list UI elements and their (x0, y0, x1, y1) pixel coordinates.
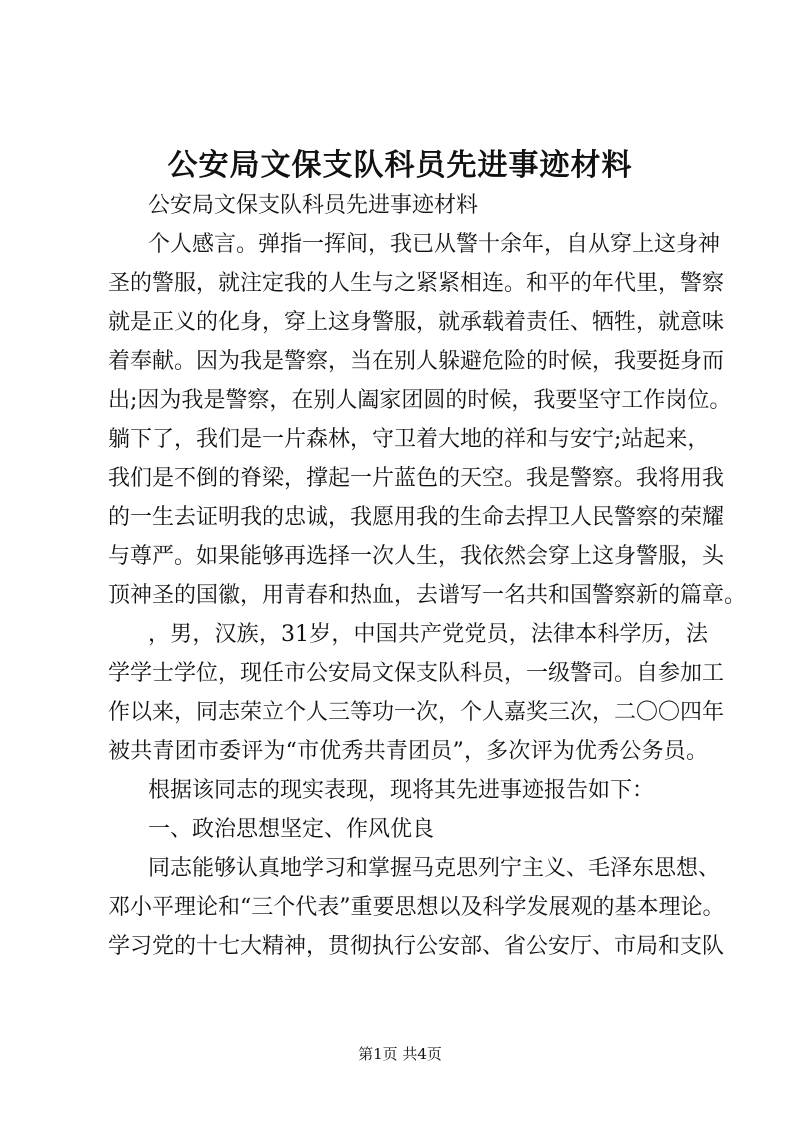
document-body (108, 186, 747, 966)
text-line: 与尊严。如果能够再选择一次人生，我依然会穿上这身警服，头 (108, 544, 725, 569)
text-line: 就是正义的化身，穿上这身警服，就承载着责任、牺牲，就意味 (108, 310, 725, 335)
text-line: 被共青团市委评为“市优秀共青团员”，多次评为优秀公务员。 (108, 739, 708, 764)
text-line: 公安局文保支队科员先进事迹材料 (148, 193, 479, 218)
text-line: 根据该同志的现实表现，现将其先进事迹报告如下： (148, 778, 655, 803)
text-line: 顶神圣的国徽，用青春和热血，去谱写一名共和国警察新的篇章。 (108, 583, 747, 608)
text-line: 学学士学位，现任市公安局文保支队科员，一级警司。自参加工 (108, 661, 725, 686)
page-title: 公安局文保支队科员先进事迹材料 (167, 148, 633, 183)
text-line: 圣的警服，就注定我的人生与之紧紧相连。和平的年代里，警察 (108, 271, 725, 296)
text-line: 的一生去证明我的忠诚，我愿用我的生命去捍卫人民警察的荣耀 (108, 505, 725, 530)
text-line: 作以来，同志荣立个人三等功一次，个人嘉奖三次，二〇〇四年 (108, 700, 725, 725)
text-line: 出;因为我是警察，在别人阖家团圆的时候，我要坚守工作岗位。 (108, 388, 732, 413)
section-heading: 一、政治思想坚定、作风优良 (148, 817, 435, 842)
text-line: 学习党的十七大精神，贯彻执行公安部、省公安厅、市局和支队 (108, 934, 725, 959)
text-line: 躺下了，我们是一片森林，守卫着大地的祥和与安宁;站起来， (108, 427, 710, 452)
page-number: 第1页 共4页 (358, 1045, 442, 1063)
text-line: 同志能够认真地学习和掌握马克思列宁主义、毛泽东思想、 (148, 856, 721, 881)
text-line: ，男，汉族，31岁，中国共产党党员，法律本科学历，法 (148, 622, 708, 647)
text-line: 邓小平理论和“三个代表”重要思想以及科学发展观的基本理论。 (108, 895, 725, 920)
text-line: 着奉献。因为我是警察，当在别人躲避危险的时候，我要挺身而 (108, 349, 725, 374)
text-line: 我们是不倒的脊梁，撑起一片蓝色的天空。我是警察。我将用我 (108, 466, 725, 491)
text-line: 个人感言。弹指一挥间，我已从警十余年，自从穿上这身神 (148, 232, 721, 257)
